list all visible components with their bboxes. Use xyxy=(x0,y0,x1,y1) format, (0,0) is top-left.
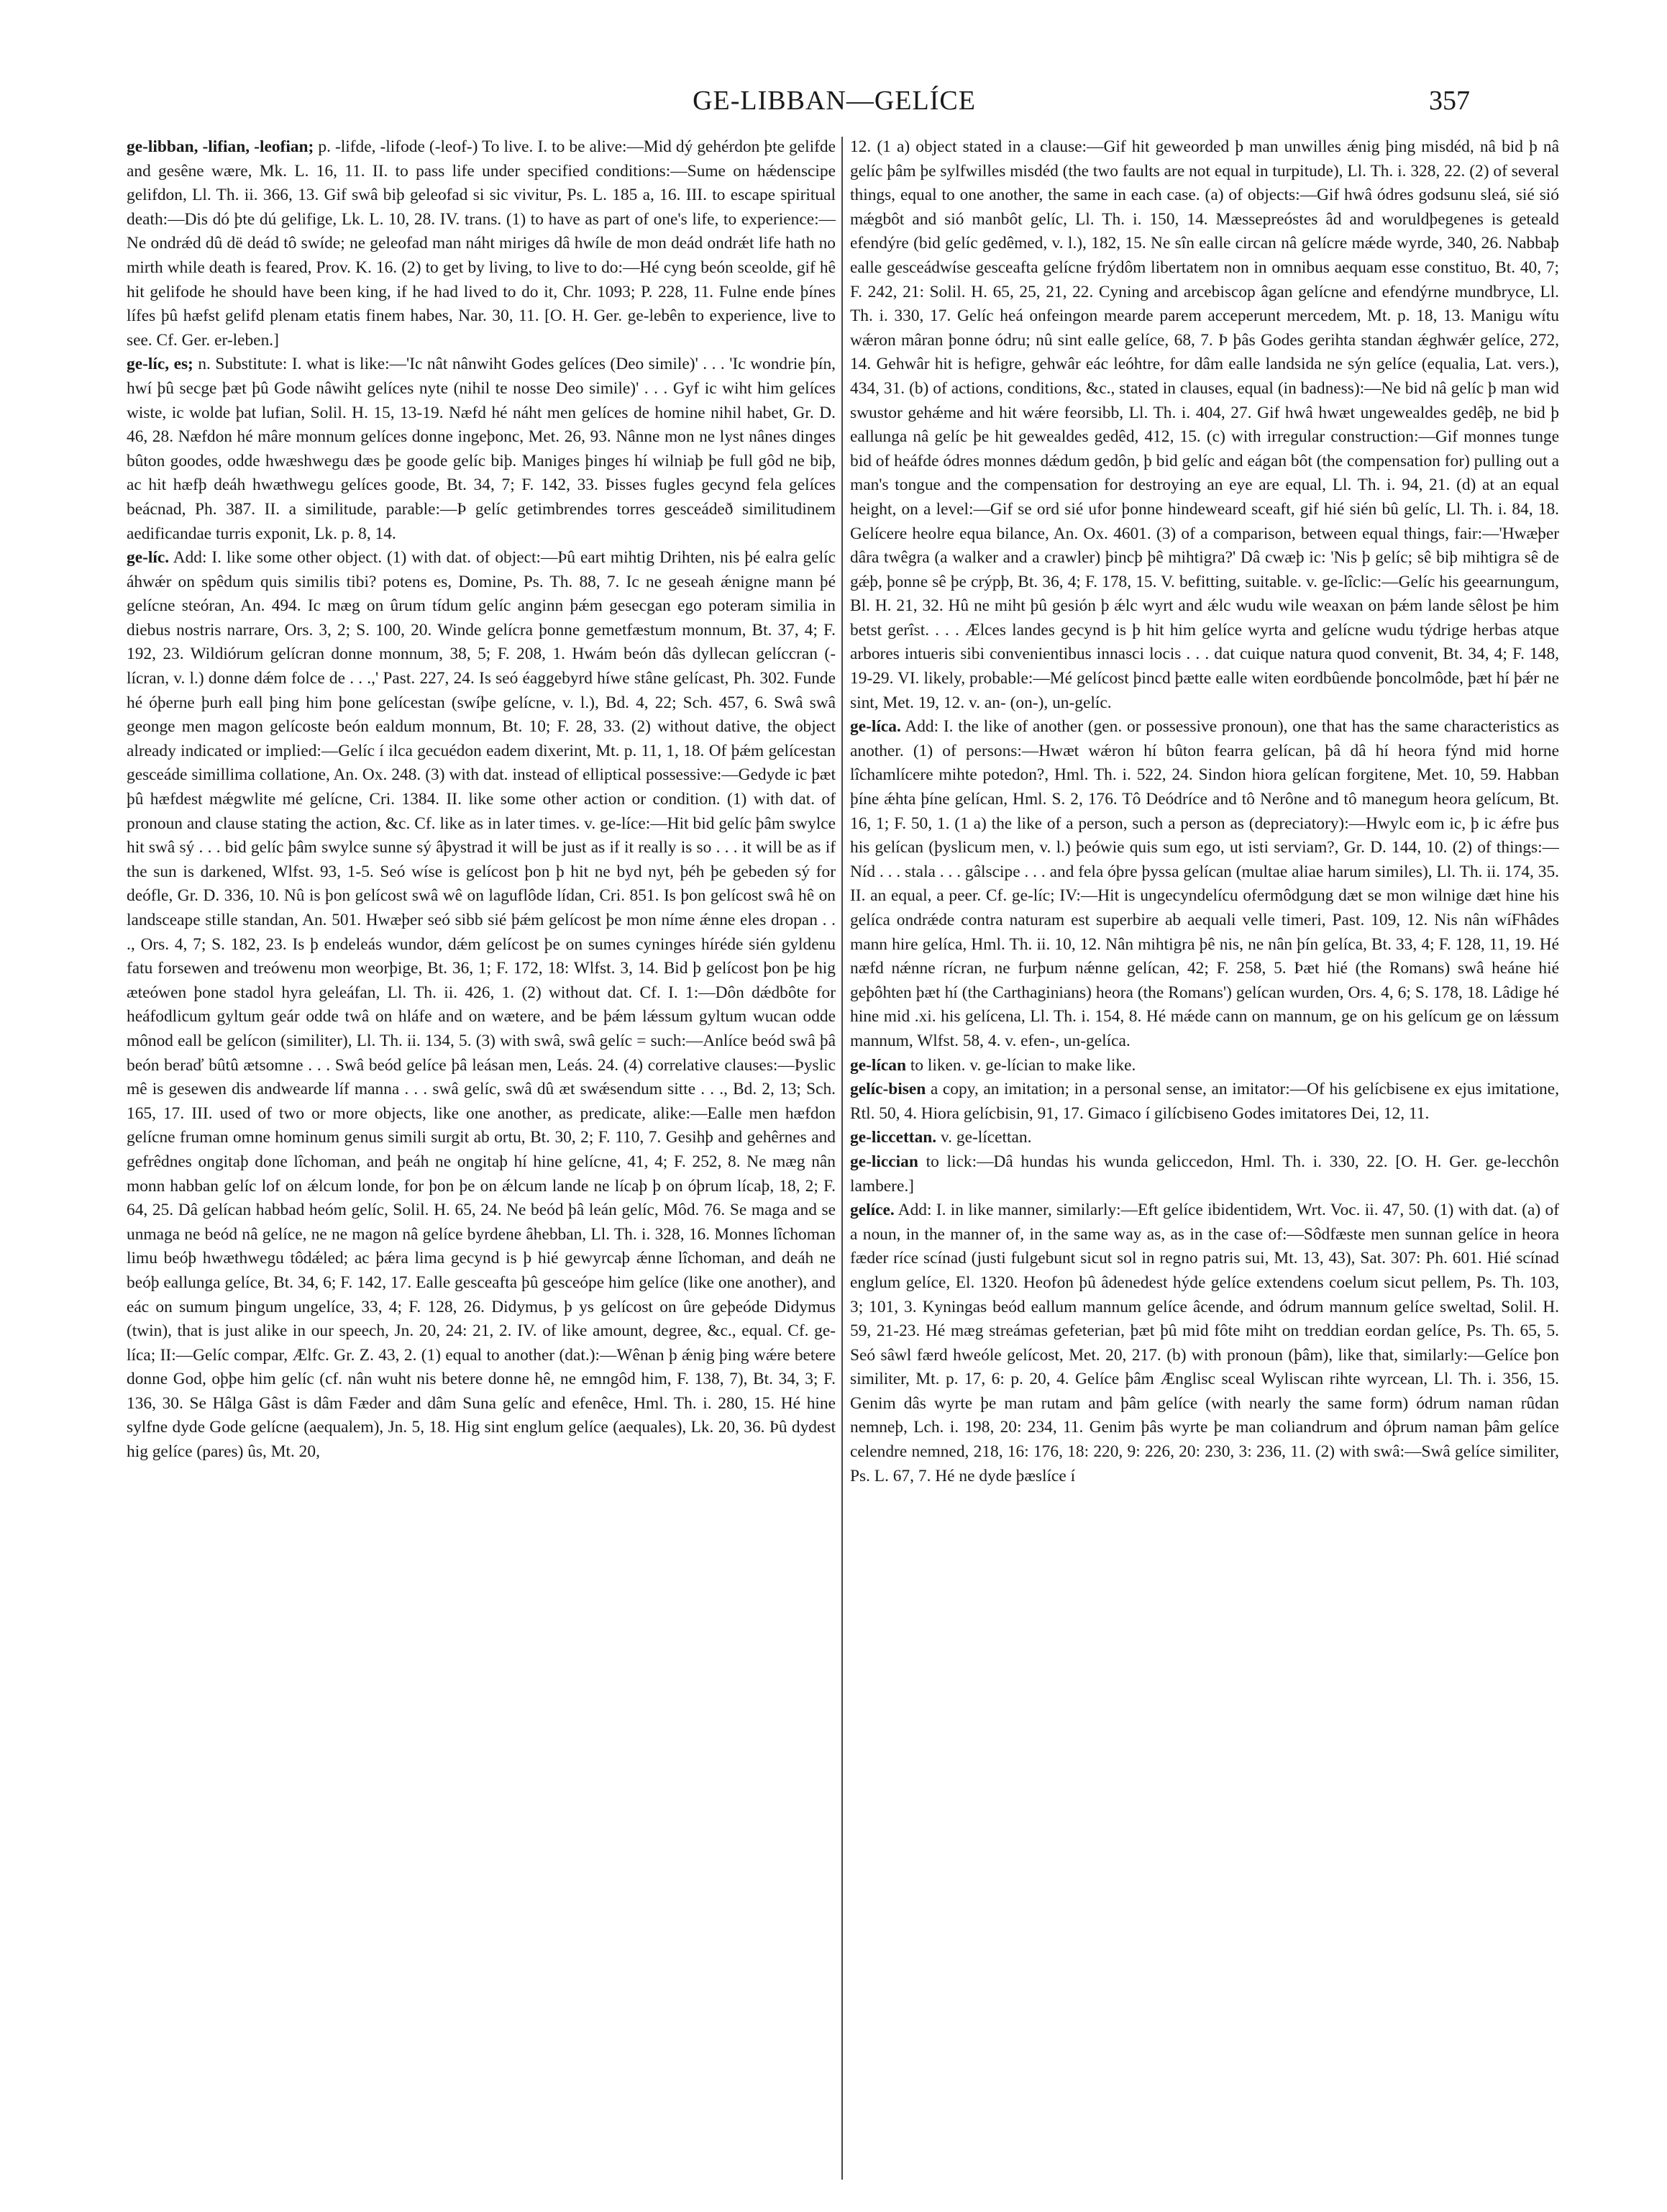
entry-text: p. -lifde, -lifode (-leof-) To live. I. to be alive:—Mid dý gehérdon þte gelifde and gesêne wære, Mk. L. 16, 11. II. to pass life under specified conditions:—Sume on hǽdenscipe gelifdon, Ll. Th. ii. 366, 13. Gif swâ biþ geleofad si sic vivitur, Ps. L. 185 a, 16. III. to escape spiritual death:—Dis dó þte dú gelifige, Lk. L. 10, 28. IV. trans. (1) to have as part of one's life, to experience:—Ne ondrǽd dû dë deád tô swíde; ne geleofad man náht miriges dâ hwíle de mon deád ondrǽt life hath no mirth while death is feared, Prov. K. 16. (2) to get by living, to live to do:—Hé cyng beón sceolde, gif hê hit gelifode he should have been king, if he had lived to do it, Chr. 1093; P. 228, 11. Fulne ende þínes lífes þû hæfst gelifd plenam etatis finem habes, Nar. 30, 11. [O. H. Ger. ge-lebên to experience, live to see. Cf. Ger. er-leben.] xyxy=(127,137,836,350)
entry-headword: gelíc-bisen xyxy=(850,1080,926,1099)
running-head: GE-LIBBAN—GELÍCE xyxy=(693,86,976,116)
dictionary-entry xyxy=(850,1054,1559,1078)
entry-text: to lick:—Dâ hundas his wunda geliccedon, Hml. Th. i. 330, 22. [O. H. Ger. ge-lecchôn lambere.] xyxy=(850,1152,1559,1196)
dictionary-entry xyxy=(850,1150,1559,1198)
dictionary-entry xyxy=(127,352,836,546)
entry-headword: ge-líca. xyxy=(850,717,901,737)
dictionary-entry xyxy=(850,135,1559,715)
right-column xyxy=(850,135,1559,2178)
entry-text: Add: I. the like of another (gen. or possessive pronoun), one that has the same characteristics as another. (1) of persons:—Hwæt wǽron hí bûton fearra gelícan, þâ dâ hí heora fýnd mid horne lîchamlícere mihte potedon?, Hml. Th. i. 522, 24. Sindon hiora gelícan forgitene, Met. 10, 59. Habban þíne ǽhta þíne gelícan, Hml. S. 2, 176. Tô Deódríce and tô Nerône and tô manegum heora gelícum, Bt. 16, 1; F. 50, 1. (1 a) the like of a person, such a person as (depreciatory):—Hwylc eom ic, þ ic ǽfre þus his gelícan (þyslicum men, v. l.) þeówie quis sum ego, ut isti serviam?, Gr. D. 144, 10. (2) of things:—Níd . . . stala . . . gâlscipe . . . and fela óþre þyssa gelícan (multae aliae harum similes), Ll. Th. ii. 174, 35. II. an equal, a peer. Cf. ge-líc; IV:—Hit is ungecyndelícu ofermôdgung dæt se mon wilnige dæt hine his gelíca ondrǽde contra naturam est superbire ab aequali velle timeri, Past. 109, 12. Nis nân wíFhâdes mann hire gelíca, Hml. Th. ii. 10, 12. Nân mihtigra þê nis, ne nân þín gelíca, Bt. 33, 4; F. 128, 11, 19. Hé næfd nǽnne rícran, ne furþum nǽnne gelícan, 42; F. 258, 5. Þæt hié (the Romans) swâ heáne hié geþôhten þæt hí (the Carthaginians) heora (the Romans') gelícan wurden, Ors. 4, 6; S. 178, 18. Lâdige hé hine mid .xi. his gelícena, Ll. Th. i. 154, 8. Hé mǽde cann on mannum, ge on his gelícum ge on lǽssum mannum, Wlfst. 58, 4. v. efen-, un-gelíca. xyxy=(850,717,1559,1050)
entry-headword: ge-líc, es; xyxy=(127,355,193,374)
page-number: 357 xyxy=(1429,86,1470,116)
entry-headword: ge-libban, -lifian, -leofian; xyxy=(127,137,314,156)
entry-text: Add: I. like some other object. (1) with dat. of object:—Þû eart mihtig Drihten, nis þé ealra gelíc áhwǽr on spêdum quis similis tibi? potens es, Domine, Ps. Th. 88, 7. Ic ne geseah ǽnigne mann þé gelícne steóran, An. 494. Ic mæg on ûrum tídum gelíc anginn þǽm gesecgan ego poteram similia in diebus nostris narrare, Ors. 3, 2; S. 100, 20. Winde gelícra þonne gemetfæstum monnum, Bt. 37, 4; F. 192, 23. Wildiórum gelícran donne monnum, 38, 5; F. 208, 1. Hwám beón dâs dyllecan gelíccran (-lícran, v. l.) donne dǽm folce de . . .,' Past. 227, 24. Is seó éaggebyrd híwe stâne gelícast, Ph. 302. Funde hé óþerne þurh eall þing him þone gelícestan (swíþe gelícne, v. l.), Bd. 4, 22; Sch. 457, 6. Swâ swâ geonge men magon gelícoste beón ealdum monnum, Bt. 10; F. 28, 33. (2) without dative, the object already indicated or implied:—Gelíc í ilca gecuédon eadem dixerint, Mt. p. 11, 1, 18. Of þǽm gelícestan gesceáde simillima collatione, An. Ox. 248. (3) with dat. instead of elliptical possessive:—Gedyde ic þæt þû hæfdest mǽgwlite mé gelícne, Cri. 1384. II. like some other action or condition. (1) with dat. of pronoun and clause stating the action, &c. Cf. like as in later times. v. ge-líce:—Hit bid gelíc þâm swylce hit swâ sý . . . bid gelíc þâm swylce sunne sý âþystrad it will be just as if it really is so . . . it will be as if the sun is darkened, Wlfst. 93, 1-5. Seó wíse is gelícost þon þ hit ne byd nyt, þéh þe gebeden sý for deófle, Gr. D. 336, 10. Nû is þon gelícost swâ wê on laguflôde lídan, Cri. 851. Is þon gelícost swâ hê on landsceape stille standan, An. 501. Hwæþer seó sibb sié þǽm gelícost þe mon níme ǽnne eles dropan . . ., Ors. 4, 7; S. 182, 23. Is þ endeleás wundor, dǽm gelícost þe on sumes cyninges híréde sién gyldenu fatu forsewen and treówenu mon weorþige, Bt. 36, 1; F. 172, 18: Wlfst. 3, 14. Bid þ gelícost þon þe hig æteówen þone stadol hyra geleáfan, Ll. Th. ii. 426, 1. (2) without dat. Cf. I. 1:—Dôn dǽdbôte for heáfodlicum gyltum geár odde twâ on hláfe and on wætere, and be þǽm lǽssum gyltum wucan odde mônod eall be gelícon (similiter), Ll. Th. ii. 134, 5. (3) with swâ, swâ gelíc = such:—Anlíce beód swâ þâ beón beraď bûtû ætsomne . . . Swâ beód gelíce þâ leásan men, Leás. 24. (4) correlative clauses:—Þyslic mê is gesewen dis andwearde líf manna . . . swâ gelíc, swâ dû æt swǽsendum sitte . . ., Bd. 2, 13; Sch. 165, 17. III. used of two or more objects, like one another, as predicate, alike:—Ealle men hæfdon gelícne fruman omne hominum genus simili surgit ab ortu, Bt. 30, 2; F. 110, 7. Gesihþ and gehêrnes and gefrêdnes ongitaþ done lîchoman, and þeáh ne ongitaþ hí hine gelícne, 41, 4; F. 252, 8. Ne mæg nân monn habban gelíc lof on ǽlcum londe, for þon þe on ǽlcum lande ne lícaþ þ on óþrum lícaþ, 18, 2; F. 64, 25. Dâ gelícan habbad heóm gelíc, Solil. H. 65, 24. Ne beód þâ leán gelíc, Môd. 76. Se maga and se unmaga ne beód nâ gelíce, ne ne magon nâ gelíce byrdene âhebban, Ll. Th. i. 328, 16. Monnes lîchoman limu beóþ hwæthwegu tôdǽled; ac þǽra lima gecynd is þ hié gewyrcaþ ǽnne lîchoman, and deáh ne beóþ eallunga gelíce, Bt. 34, 6; F. 142, 17. Ealle gesceafta þû gesceópe him gelíce (like one another), and eác on sumum þingum ungelíce, 33, 4; F. 128, 26. Didymus, þ ys gelícost on ûre geþeóde Didymus (twin), that is just alike in our speech, Jn. 20, 24: 21, 2. IV. of like amount, degree, &c., equal. Cf. ge-líca; II:—Gelíc compar, Ælfc. Gr. Z. 43, 2. (1) equal to another (dat.):—Wênan þ ǽnig þing wǽre betere donne God, oþþe him gelíc (cf. nân wuht nis betere donne hê, ne emngôd him, F. 138, 7), Bt. 34, 3; F. 136, 30. Se Hâlga Gâst is dâm Fæder and dâm Suna gelíc and efenêce, Hml. Th. i. 280, 15. Hé hine sylfne dyde Gode gelícne (aequalem), Jn. 5, 18. Hig sint englum gelíce (aequales), Lk. 20, 36. Þû dydest hig gelíce (pares) ûs, Mt. 20, xyxy=(127,548,836,1462)
entry-text: v. ge-lícettan. xyxy=(941,1128,1032,1147)
dictionary-entry xyxy=(127,135,836,352)
entry-text: 12. (1 a) object stated in a clause:—Gif hit geweorded þ man unwilles ǽnig þing misdéd, nâ bid þ nâ gelíc þâm þe sylfwilles misdéd (the two faults are not equal in turpitude), Ll. Th. i. 328, 22. (2) of several things, equal to one another, the same in each case. (a) of objects:—Gif hwâ ódres godsunu sleá, sié sió mǽgbôt and sió manbôt gelíc, Ll. Th. i. 150, 14. Mæssepreóstes âd and woruldþegenes is geteald efendýre (bid gelíc gedêmed, v. l.), 182, 15. Ne sîn ealle circan nâ gelícre mǽde wyrde, 340, 26. Nabbaþ ealle gesceádwíse gesceafta gelícne frýdôm libertatem non in omnibus aequam esse constituo, Bt. 40, 7; F. 242, 21: Solil. H. 65, 25, 21, 22. Cyning and arcebiscop âgan gelícne and efendýrne mundbryce, Ll. Th. i. 330, 17. Gelíc heá onfeingon mearde parem acceperunt mercedem, Mt. p. 18, 13. Manigu wítu wǽron mâran þonne ódru; nû sint ealle gelíce, 68, 7. Þ þâs Godes gerihta standan ǽghwǽr gelíce, 272, 14. Gehwâr hit is hefigre, gehwâr eác leóhtre, for dâm ealle landsida ne sýn gelíce (equalia, Lat. vers.), 434, 31. (b) of actions, conditions, &c., stated in clauses, equal (in badness):—Ne bid nâ gelíc þ man wid swustor gehǽme and hit wǽre feorsibb, Ll. Th. i. 404, 27. Gif hwâ hwæt ungewealdes gedêþ, ne bid þ eallunga nâ gelíc þe hit gewealdes gedêd, 412, 15. (c) with irregular construction:—Gif monnes tunge bid of heáfde ódres monnes dǽdum gedôn, þ bid gelíc and eágan bôt (the compensation for) pulling out a man's tongue and the compensation for destroying an eye are equal, Ll. Th. i. 94, 21. (d) at an equal height, on a level:—Gif se ord sié ufor þonne hindeweard sceaft, gif hié sién bû gelíc, Ll. Th. i. 84, 18. Gelícere heolre equa bilance, An. Ox. 4601. (3) of a comparison, between equal things, fair:—'Hwæþer dâra twêgra (a walker and a crawler) þincþ þê mihtigra?' Dâ cwæþ ic: 'Nis þ gelíc; sê biþ mihtigra sê de gǽþ, þonne sê þe crýpþ, Bt. 36, 4; F. 178, 15. V. befitting, suitable. v. ge-lîclic:—Gelíc his geearnungum, Bl. H. 21, 32. Hû ne miht þû gesión þ ǽlc wyrt and ǽlc wudu wile weaxan on þǽm lande sêlost þe him betst gerîst. . . . Ælces landes gecynd is þ hit him gelíce wyrta and gelícne wudu týdrige herbas atque arbores intueris sibi convenientibus innasci locis . . . dat cuique natura quod convenit, Bt. 34, 4; F. 148, 19-29. VI. likely, probable:—Mé gelícost þincd þætte ealle witen eordbûende þoncolmôde, þæt hí þǽr ne sint, Met. 19, 12. v. an- (on-), un-gelíc. xyxy=(850,137,1559,712)
entry-headword: ge-lícan xyxy=(850,1055,906,1075)
entry-headword: ge-liccian xyxy=(850,1152,918,1171)
column-divider xyxy=(841,137,843,2180)
left-column xyxy=(127,135,836,2178)
entry-text: n. Substitute: I. what is like:—'Ic nât nânwiht Godes gelíces (Deo simile)' . . . 'Ic wondrie þín, hwí þû secge þæt þû Gode nâwiht gelíces nyte (nihil te nosse Deo simile)' . . . Gyf ic wiht him gelíces wiste, ic wolde þat lufian, Solil. H. 15, 13-19. Næfd hé náht men gelíces de homine nihil habet, Gr. D. 46, 28. Næfdon hé mâre monnum gelíces donne ingeþonc, Met. 26, 93. Nânne mon ne lyst nânes dinges bûton goodes, odde hwæshwegu dæs þe goode gelíc biþ. Maniges þinges hí wilniaþ þe full gôd ne biþ, ac hit hæfþ deáh hwæthwegu gelíces goode, Bt. 34, 7; F. 142, 33. Þisses fugles gecynd fela gelíces beácnad, Ph. 387. II. a similitude, parable:—Þ gelíc getimbrendes torres gesceádeð similitudinem aedificandae turris exponit, Lk. p. 8, 14. xyxy=(127,355,836,543)
entry-headword: gelíce. xyxy=(850,1201,895,1220)
page-header xyxy=(0,85,1667,128)
dictionary-entry xyxy=(850,1126,1559,1150)
dictionary-entry xyxy=(850,715,1559,1053)
entry-text: a copy, an imitation; in a personal sense, an imitator:—Of his gelícbisene ex ejus imitatione, Rtl. 50, 4. Hiora gelícbisin, 91, 17. Gimaco í gilícbiseno Godes imitatores Dei, 12, 11. xyxy=(850,1080,1559,1123)
entry-headword: ge-liccettan. xyxy=(850,1128,937,1147)
entry-headword: ge-líc. xyxy=(127,548,170,568)
dictionary-entry xyxy=(850,1198,1559,1488)
entry-text: Add: I. in like manner, similarly:—Eft gelíce ibidentidem, Wrt. Voc. ii. 47, 50. (1) with dat. (a) of a noun, in the manner of, in the same way as, as in the case of:—Sôdfæste men sunnan gelíce in heora fæder ríce scínad (justi fulgebunt sicut sol in regno patris sui, Mt. 13, 43), Sat. 307: Ph. 601. Hié scínad englum gelíce, El. 1320. Heofon þû âdenedest hýde gelíce extendens coelum sicut pellem, Ps. Th. 103, 3; 101, 3. Kyningas beód eallum mannum gelíce âcende, and ódrum mannum gelíce sweltad, Solil. H. 59, 21-23. Hé mæg streámas gefeterian, þæt þû mid fôte miht on treddian eordan gelíce, Ps. Th. 65, 5. Seó sâwl færd hweóle gelícost, Met. 20, 217. (b) with pronoun (þâm), like that, similarly:—Gelíce þon similiter, Mt. p. 17, 6: p. 20, 4. Gelíce þâm Ænglisc sceal Wyliscan rihte wyrcean, Ll. Th. i. 356, 15. Genim dâs wyrte þe man rutam and þâm gelíce (with nearly the same form) ódrum naman rûdan nemneþ, Lch. i. 198, 20: 234, 11. Genim þâs wyrte þe man coliandrum and óþrum naman þâm gelíce celendre nemned, 218, 16: 176, 18: 220, 9: 226, 20: 230, 3: 236, 11. (2) with swâ:—Swâ gelíce similiter, Ps. L. 67, 7. Hé ne dyde þæslíce í xyxy=(850,1201,1559,1485)
entry-text: to liken. v. ge-lícian to make like. xyxy=(910,1055,1136,1075)
dictionary-entry xyxy=(850,1078,1559,1126)
dictionary-entry xyxy=(127,546,836,1465)
